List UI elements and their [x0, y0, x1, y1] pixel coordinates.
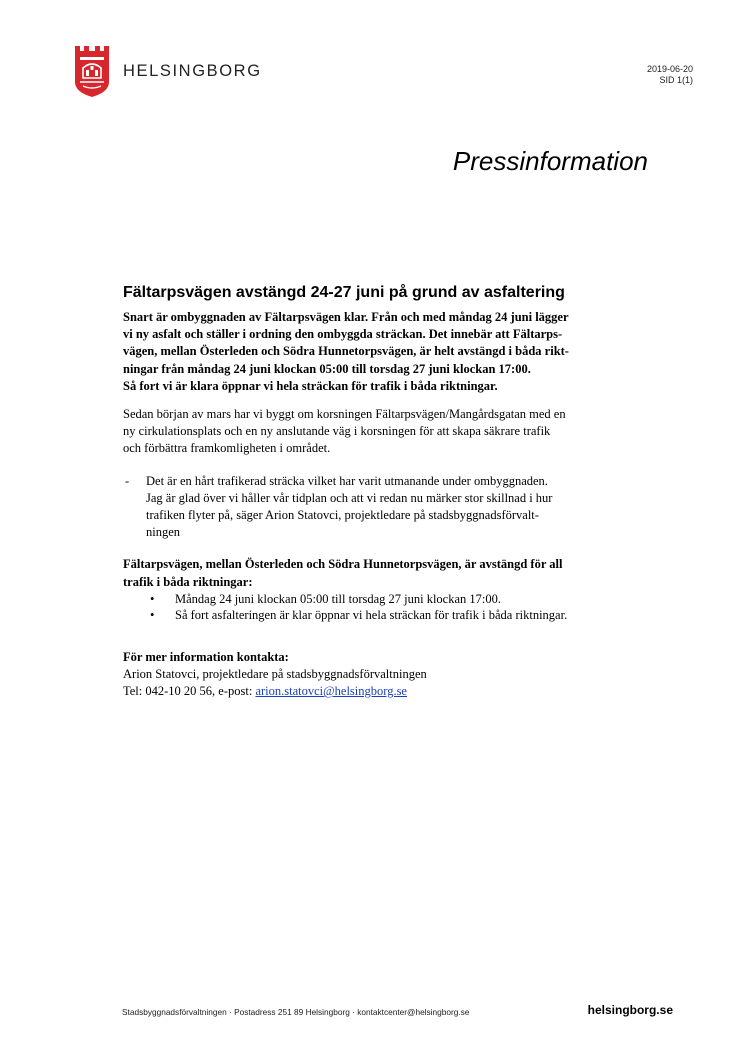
lead-line: vägen, mellan Österleden och Södra Hunnetorpsvägen, är helt avstängd i båda rikt-	[123, 344, 569, 359]
list-item	[123, 591, 653, 607]
quote-line: trafiken flyter på, säger Arion Statovci, projektledare på stadsbyggnadsförvalt-	[146, 508, 539, 523]
quote-dash: -	[125, 473, 130, 488]
lead-line: Snart är ombyggnaden av Fältarpsvägen klar. Från och med måndag 24 juni lägger	[123, 310, 569, 324]
bullet-text: Måndag 24 juni klockan 05:00 till torsdag 27 juni klockan 17:00.	[175, 591, 502, 606]
quote-line: Det är en hårt trafikerad sträcka vilket har varit utmanande under ombyggnaden.	[146, 473, 548, 488]
helsingborg-crest-logo	[74, 44, 110, 98]
bullet-icon: •	[150, 591, 155, 606]
body-line: och förbättra framkomligheten i området.	[123, 441, 331, 456]
quote-paragraph	[123, 473, 653, 542]
lead-line: vi ny asfalt och ställer i ordning den ombyggda sträckan. Det innebär att Fältarps-	[123, 327, 563, 342]
contact-line	[123, 683, 653, 700]
page-number: SID 1(1)	[659, 75, 693, 85]
contact-tel: Tel: 042-10 20 56, e-post:	[123, 684, 256, 699]
body-paragraph	[123, 406, 653, 458]
closure-paragraph	[123, 556, 653, 590]
footer-address: Stadsbyggnadsförvaltningen · Postadress 251 89 Helsingborg · kontaktcenter@helsingborg.se	[122, 1007, 470, 1017]
contact-email-link[interactable]: arion.statovci@helsingborg.se	[255, 684, 407, 699]
document-meta	[647, 64, 693, 86]
bullet-icon: •	[150, 607, 155, 622]
headline: Fältarpsvägen avstängd 24-27 juni på grund av asfaltering	[123, 284, 565, 301]
contact-title: För mer information kontakta:	[123, 649, 289, 664]
quote-line: Jag är glad över vi håller vår tidplan och att vi redan nu märker stor skillnad i hur	[146, 490, 553, 505]
quote-line: ningen	[146, 525, 181, 540]
document-type-heading: Pressinformation	[452, 146, 648, 176]
list-item	[123, 607, 653, 623]
footer-website: helsingborg.se	[587, 1003, 673, 1017]
lead-line: Så fort vi är klara öppnar vi hela sträckan för trafik i båda riktningar.	[123, 378, 498, 393]
closure-bullet-list	[123, 591, 653, 623]
contact-block	[123, 649, 653, 701]
contact-person: Arion Statovci, projektledare på stadsbyggnadsförvaltningen	[123, 667, 427, 682]
lead-line: ningar från måndag 24 juni klockan 05:00 till torsdag 27 juni klockan 17:00.	[123, 361, 531, 376]
bullet-text: Så fort asfalteringen är klar öppnar vi hela sträckan för trafik i båda riktningar.	[175, 607, 568, 622]
logo-wordmark: HELSINGBORG	[123, 62, 262, 80]
document-date: 2019-06-20	[646, 64, 693, 74]
body-line: Sedan början av mars har vi byggt om korsningen Fältarpsvägen/Mangårdsgatan med en	[123, 407, 566, 422]
body-line: ny cirkulationsplats och en ny anslutande väg i korsningen för att skapa säkrare trafik	[123, 424, 551, 439]
lead-paragraph	[123, 309, 653, 395]
closure-line: Fältarpsvägen, mellan Österleden och Södra Hunnetorpsvägen, är avstängd för all	[123, 557, 563, 572]
closure-line: trafik i båda riktningar:	[123, 574, 253, 589]
press-release-body	[123, 283, 653, 700]
